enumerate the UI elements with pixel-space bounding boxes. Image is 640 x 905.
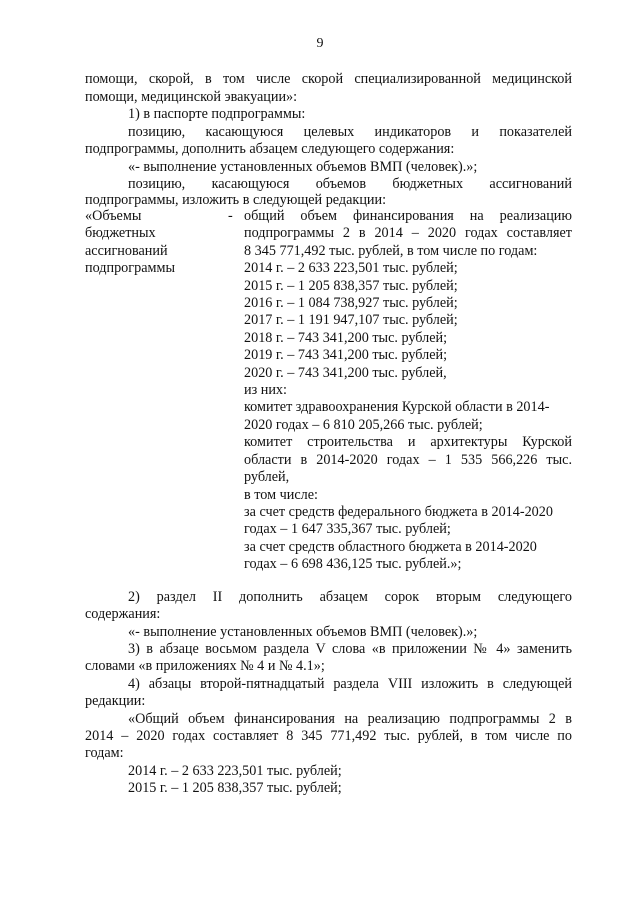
text-line: редакции: — [85, 693, 146, 709]
table-right-line: годах – 6 698 436,125 тыс. рублей.»; — [244, 556, 462, 573]
text-line: 3) в абзаце восьмом раздела V слова «в приложении № 4» заменить — [128, 641, 572, 657]
table-right-line: подпрограммы 2 в 2014 – 2020 годах составляет — [244, 225, 572, 242]
text-line: годам: — [85, 745, 124, 761]
text-line: помощи, медицинской эвакуации»: — [85, 89, 298, 105]
table-right-line: годах – 1 647 335,367 тыс. рублей; — [244, 521, 451, 538]
text-line: «- выполнение установленных объемов ВМП (человек).»; — [128, 624, 478, 640]
table-left-column — [85, 208, 175, 278]
table-right-line: области в 2014-2020 годах – 1 535 566,226 тыс. — [244, 451, 572, 468]
text-line: позицию, касающуюся объемов бюджетных ассигнований — [128, 176, 572, 192]
text-line: подпрограммы, изложить в следующей редакции: — [85, 192, 387, 208]
text-line: 2014 г. – 2 633 223,501 тыс. рублей; — [128, 763, 342, 779]
text-line: содержания: — [85, 606, 161, 622]
table-right-line: 2015 г. – 1 205 838,357 тыс. рублей; — [244, 277, 458, 294]
table-left-line: бюджетных — [85, 225, 156, 242]
table-right-line: комитет здравоохранения Курской области в 2014- — [244, 399, 550, 416]
table-right-line: за счет средств областного бюджета в 2014-2020 — [244, 538, 537, 555]
table-right-line: 2019 г. – 743 341,200 тыс. рублей; — [244, 347, 448, 364]
text-line: 4) абзацы второй-пятнадцатый раздела VIII изложить в следующей — [128, 676, 572, 692]
table-right-line: 2017 г. – 1 191 947,107 тыс. рублей; — [244, 312, 458, 329]
table-left-line: подпрограммы — [85, 260, 175, 277]
text-line: 1) в паспорте подпрограммы: — [128, 106, 306, 122]
page-number: 9 — [316, 36, 324, 51]
text-line: 2014 – 2020 годах составляет 8 345 771,492 тыс. рублей, в том числе по — [85, 728, 572, 744]
table-left-line: ассигнований — [85, 242, 168, 259]
table-right-line: 2020 г. – 743 341,200 тыс. рублей, — [244, 364, 447, 381]
table-right-line: из них: — [244, 382, 287, 399]
table-right-line: в том числе: — [244, 486, 318, 503]
table-right-line: комитет строительства и архитектуры Курской — [244, 434, 572, 451]
table-right-line: 2014 г. – 2 633 223,501 тыс. рублей; — [244, 260, 458, 277]
table-right-column — [244, 208, 572, 574]
table-right-line: 8 345 771,492 тыс. рублей, в том числе по годам: — [244, 242, 538, 259]
text-line: «Общий объем финансирования на реализацию подпрограммы 2 в — [128, 711, 572, 727]
text-line: словами «в приложениях № 4 и № 4.1»; — [85, 658, 325, 674]
text-line: «- выполнение установленных объемов ВМП (человек).»; — [128, 159, 478, 175]
text-line: помощи, скорой, в том числе скорой специализированной медицинской — [85, 71, 572, 87]
table-right-line: общий объем финансирования на реализацию — [244, 208, 572, 224]
table-dash: - — [228, 208, 233, 224]
table-left-line: «Объемы — [85, 208, 142, 224]
text-line: подпрограммы, дополнить абзацем следующего содержания: — [85, 141, 455, 157]
text-line: 2) раздел II дополнить абзацем сорок вторым следующего — [128, 589, 572, 605]
table-right-line: 2020 годах – 6 810 205,266 тыс. рублей; — [244, 416, 483, 433]
table-right-line: 2018 г. – 743 341,200 тыс. рублей; — [244, 329, 448, 346]
table-right-line: 2016 г. – 1 084 738,927 тыс. рублей; — [244, 295, 458, 312]
table-right-line: рублей, — [244, 469, 290, 486]
text-line: 2015 г. – 1 205 838,357 тыс. рублей; — [128, 780, 342, 796]
text-line: позицию, касающуюся целевых индикаторов и показателей — [128, 124, 572, 140]
table-right-line: за счет средств федерального бюджета в 2014-2020 — [244, 503, 553, 520]
